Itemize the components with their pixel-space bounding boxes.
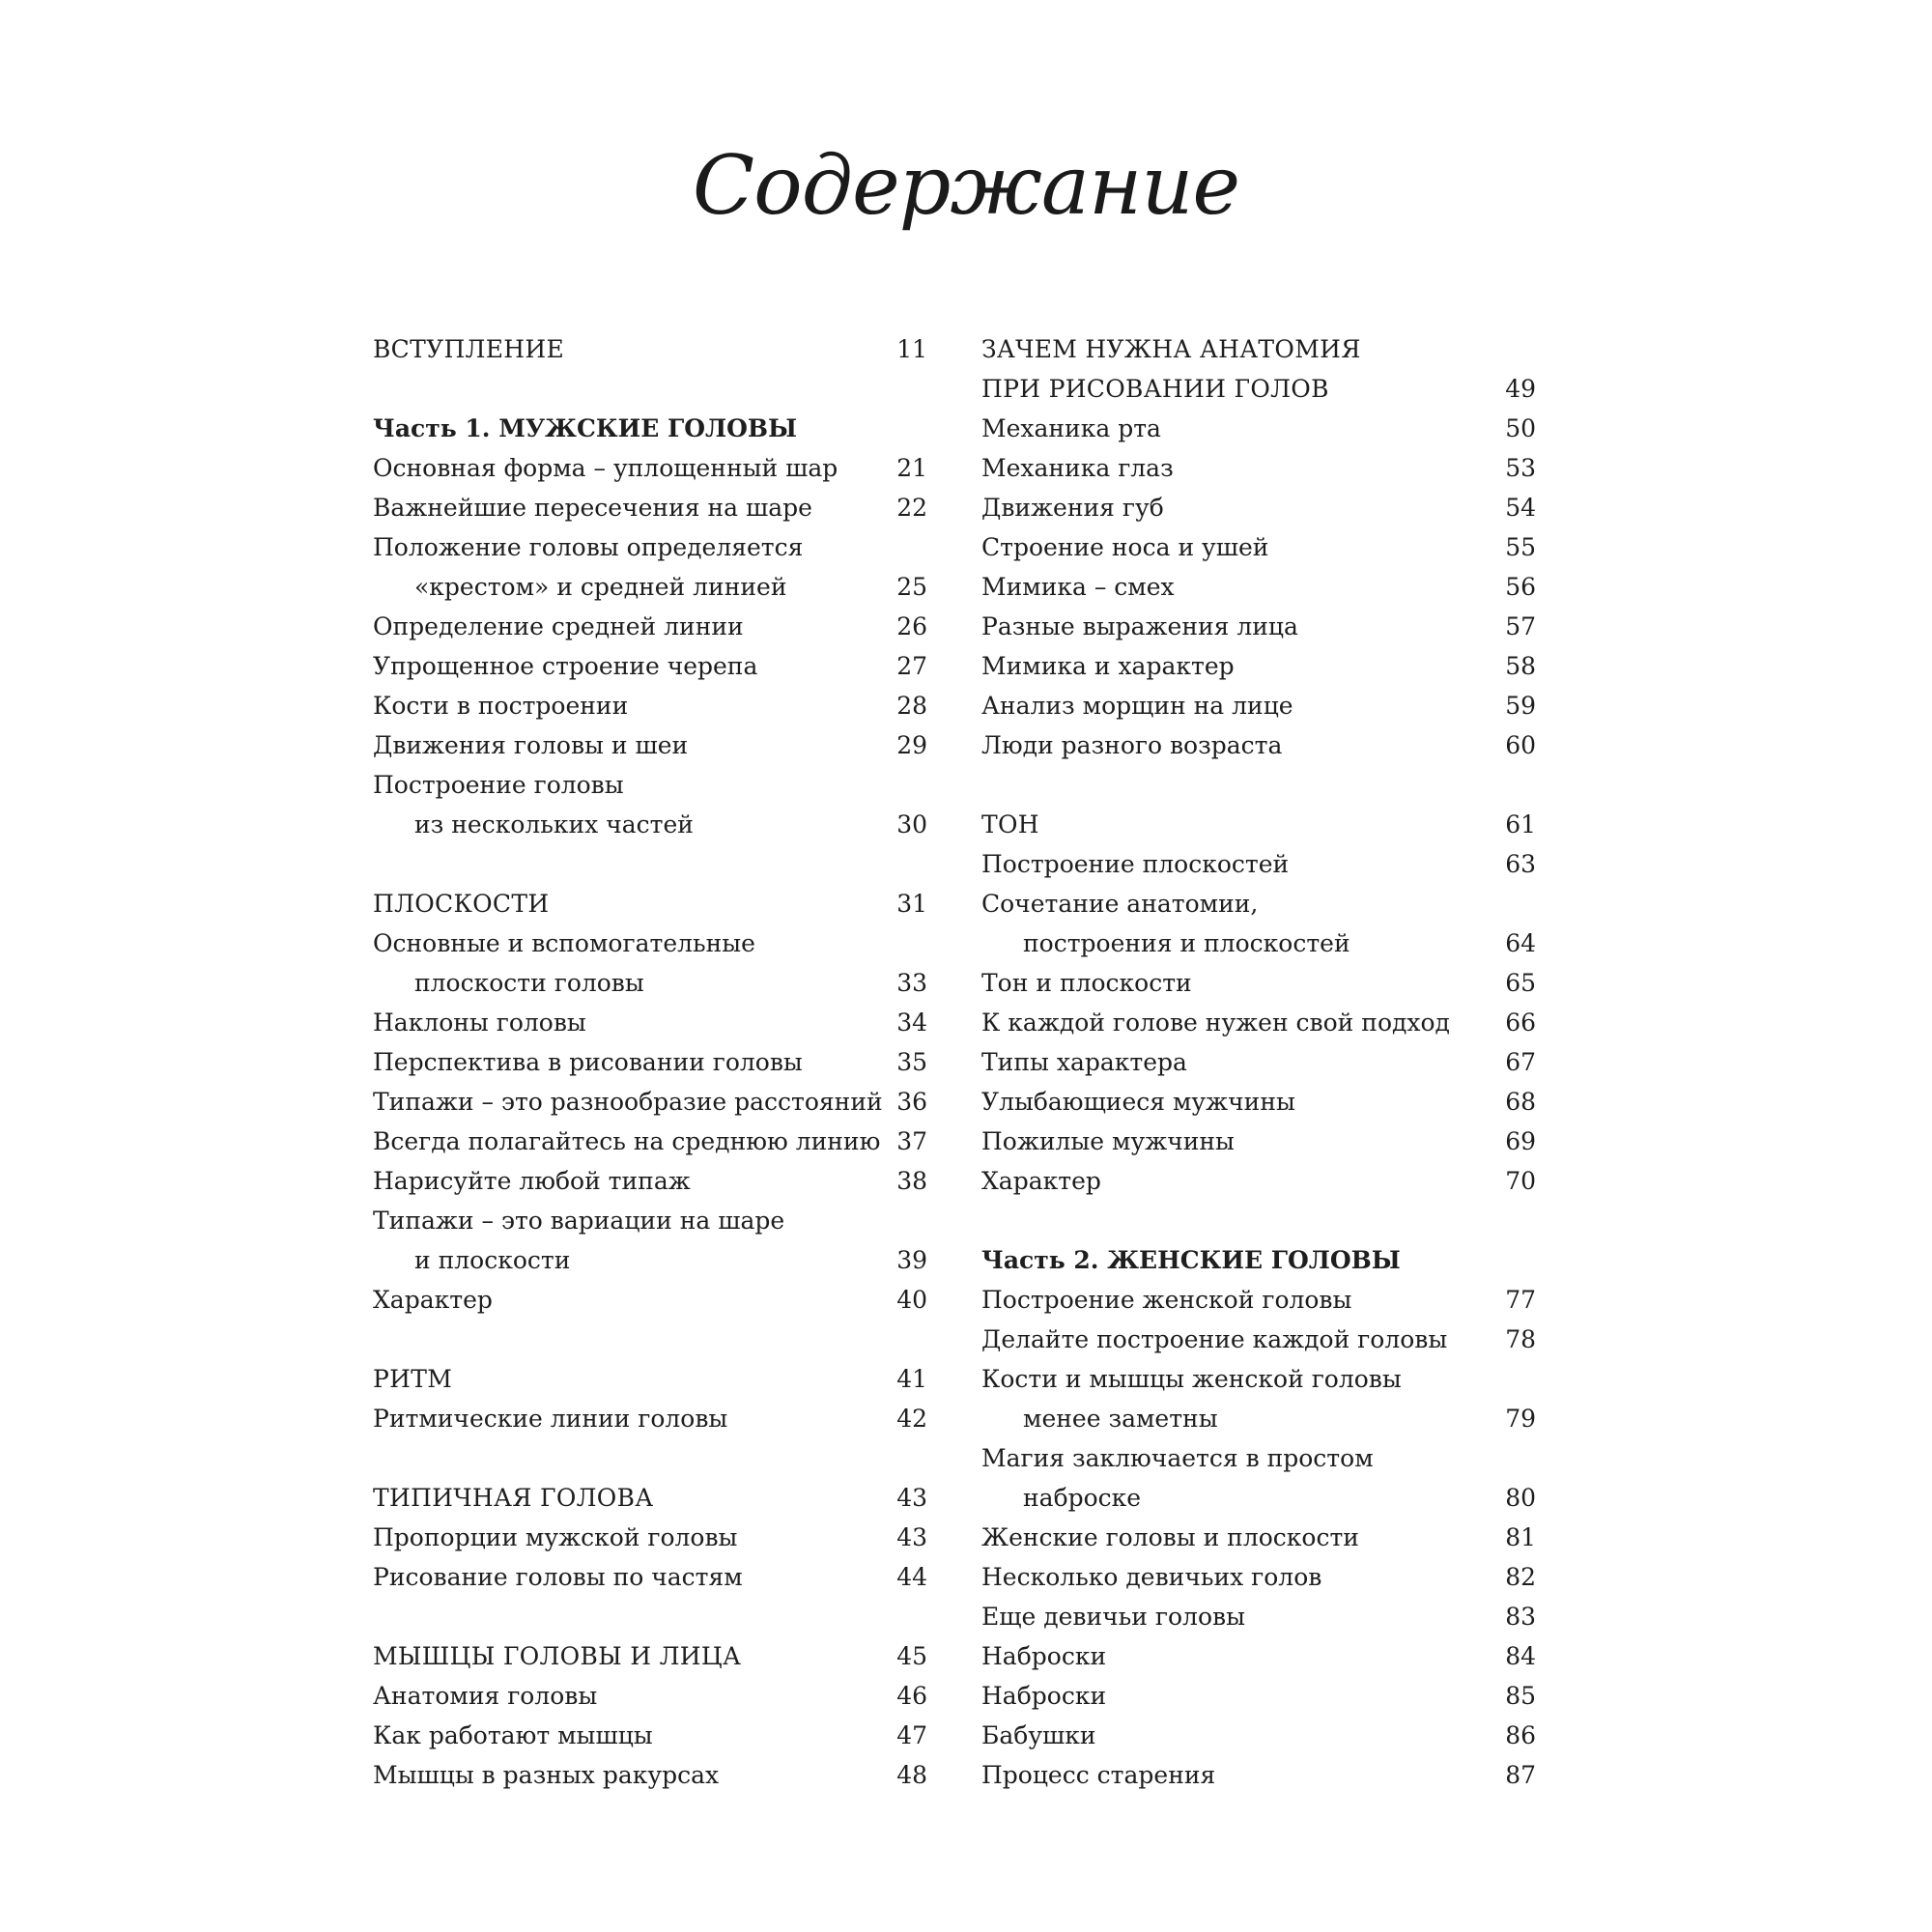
- toc-entry-title: Положение головы определяется: [373, 533, 804, 561]
- toc-entry-title: Несколько девичьих голов: [981, 1563, 1322, 1591]
- toc-entry: [373, 1003, 927, 1042]
- toc-entry-title: Улыбающиеся мужчины: [981, 1088, 1295, 1116]
- toc-entry: [373, 646, 927, 686]
- toc-page-number: 83: [1505, 1603, 1536, 1631]
- toc-page-number: 35: [896, 1048, 927, 1076]
- toc-page-number: 84: [1505, 1642, 1536, 1670]
- toc-entry: [981, 884, 1536, 923]
- toc-entry-title: Движения губ: [981, 494, 1164, 522]
- toc-page-number: 54: [1505, 494, 1536, 522]
- toc-entry-title: Основная форма – уплощенный шар: [373, 454, 838, 482]
- toc-page-number: 31: [896, 890, 927, 918]
- toc-entry-title: и плоскости: [414, 1246, 571, 1274]
- toc-entry: [373, 1280, 927, 1320]
- toc-page-number: 33: [896, 969, 927, 997]
- toc-page-number: 56: [1505, 573, 1536, 601]
- toc-entry: [373, 1122, 927, 1161]
- toc-page-number: 48: [896, 1761, 927, 1789]
- toc-entry: [981, 844, 1536, 884]
- toc-entry-title: Механика глаз: [981, 454, 1174, 482]
- toc-entry: [373, 1716, 927, 1755]
- toc-section-heading: [373, 884, 927, 923]
- toc-entry-title: Перспектива в рисовании головы: [373, 1048, 803, 1076]
- toc-page-number: 60: [1505, 731, 1536, 759]
- toc-page-number: 86: [1505, 1721, 1536, 1749]
- toc-entry-title: Мимика – смех: [981, 573, 1175, 601]
- toc-spacer: [373, 844, 927, 884]
- toc-entry-title: Характер: [981, 1167, 1101, 1195]
- toc-entry: [981, 1280, 1536, 1320]
- toc-entry: [981, 1082, 1536, 1122]
- toc-page-number: 37: [896, 1127, 927, 1155]
- toc-entry: [373, 765, 927, 805]
- toc-entry: [981, 1161, 1536, 1201]
- toc-page-number: 28: [896, 692, 927, 720]
- toc-page-number: 55: [1505, 533, 1536, 561]
- toc-entry: [373, 527, 927, 567]
- toc-page-number: 87: [1505, 1761, 1536, 1789]
- toc-entry-title: ТИПИЧНАЯ ГОЛОВА: [373, 1484, 654, 1512]
- toc-page-number: 44: [896, 1563, 927, 1591]
- toc-entry-title: К каждой голове нужен свой подход: [981, 1009, 1450, 1037]
- toc-entry-title: ТОН: [981, 810, 1039, 838]
- toc-entry: [373, 567, 927, 607]
- toc-section-heading: [373, 1478, 927, 1518]
- toc-page-number: 68: [1505, 1088, 1536, 1116]
- toc-page-number: 49: [1505, 375, 1536, 403]
- toc-entry-title: Процесс старения: [981, 1761, 1216, 1789]
- toc-spacer: [981, 765, 1536, 805]
- toc-page-number: 78: [1505, 1325, 1536, 1353]
- toc-page-number: 39: [896, 1246, 927, 1274]
- toc-entry-title: Делайте построение каждой головы: [981, 1325, 1448, 1353]
- toc-entry-title: МЫШЦЫ ГОЛОВЫ И ЛИЦА: [373, 1642, 742, 1670]
- toc-entry-title: Типажи – это вариации на шаре: [373, 1207, 785, 1235]
- toc-entry-title: Всегда полагайтесь на среднюю линию: [373, 1127, 881, 1155]
- toc-entry: [981, 1478, 1536, 1518]
- toc-entry: [373, 1240, 927, 1280]
- toc-page-number: 82: [1505, 1563, 1536, 1591]
- toc-section-heading: [981, 369, 1536, 409]
- toc-page-number: 29: [896, 731, 927, 759]
- toc-page-number: 67: [1505, 1048, 1536, 1076]
- toc-entry: [373, 448, 927, 488]
- toc-page-number: 43: [896, 1523, 927, 1551]
- toc-entry: [373, 1082, 927, 1122]
- toc-page-number: 64: [1505, 929, 1536, 957]
- toc-entry: [981, 567, 1536, 607]
- toc-page-number: 43: [896, 1484, 927, 1512]
- toc-page-number: 45: [896, 1642, 927, 1670]
- toc-entry: [981, 1716, 1536, 1755]
- toc-entry-title: Типажи – это разнообразие расстояний: [373, 1088, 883, 1116]
- toc-entry-title: Пожилые мужчины: [981, 1127, 1235, 1155]
- toc-part-heading: [373, 409, 927, 448]
- toc-entry-title: «крестом» и средней линией: [414, 573, 787, 601]
- toc-entry: [981, 527, 1536, 567]
- toc-page-number: 34: [896, 1009, 927, 1037]
- toc-entry-title: наброске: [1023, 1484, 1142, 1512]
- toc-entry-title: Мышцы в разных ракурсах: [373, 1761, 720, 1789]
- toc-entry: [373, 488, 927, 527]
- toc-entry: [981, 963, 1536, 1003]
- toc-part-heading: [981, 1240, 1536, 1280]
- toc-spacer: [981, 1201, 1536, 1240]
- toc-entry: [981, 1676, 1536, 1716]
- toc-page-number: 50: [1505, 414, 1536, 442]
- toc-page-number: 22: [896, 494, 927, 522]
- toc-page-number: 79: [1505, 1405, 1536, 1433]
- toc-page-number: 77: [1505, 1286, 1536, 1314]
- toc-entry-title: Магия заключается в простом: [981, 1444, 1374, 1472]
- toc-entry-title: Тон и плоскости: [981, 969, 1192, 997]
- toc-entry: [981, 1399, 1536, 1438]
- toc-page-number: 58: [1505, 652, 1536, 680]
- toc-section-heading: [981, 329, 1536, 369]
- toc-entry-title: Женские головы и плоскости: [981, 1523, 1359, 1551]
- toc-entry: [981, 1597, 1536, 1636]
- toc-entry-title: построения и плоскостей: [1023, 929, 1350, 957]
- toc-page-number: 70: [1505, 1167, 1536, 1195]
- toc-entry: [981, 448, 1536, 488]
- page-title: Содержание: [692, 138, 1240, 233]
- toc-page-number: 26: [896, 612, 927, 640]
- toc-page-number: 36: [896, 1088, 927, 1116]
- toc-entry: [373, 1042, 927, 1082]
- toc-entry-title: Наброски: [981, 1682, 1107, 1710]
- toc-entry-title: Кости в построении: [373, 692, 629, 720]
- toc-entry-title: Строение носа и ушей: [981, 533, 1269, 561]
- toc-entry-title: Нарисуйте любой типаж: [373, 1167, 691, 1195]
- toc-entry-title: Люди разного возраста: [981, 731, 1283, 759]
- toc-page-number: 57: [1505, 612, 1536, 640]
- toc-page-number: 85: [1505, 1682, 1536, 1710]
- toc-entry-title: Построение плоскостей: [981, 850, 1290, 878]
- toc-entry-title: Часть 1. МУЖСКИЕ ГОЛОВЫ: [373, 414, 798, 442]
- toc-entry: [981, 1438, 1536, 1478]
- toc-entry: [981, 1755, 1536, 1795]
- toc-entry: [373, 1755, 927, 1795]
- toc-entry-title: Сочетание анатомии,: [981, 890, 1259, 918]
- toc-entry-title: Наклоны головы: [373, 1009, 586, 1037]
- toc-entry: [981, 923, 1536, 963]
- toc-entry: [981, 1320, 1536, 1359]
- toc-page-number: 81: [1505, 1523, 1536, 1551]
- toc-entry: [373, 725, 927, 765]
- toc-entry: [373, 963, 927, 1003]
- toc-entry-title: плоскости головы: [414, 969, 644, 997]
- toc-entry: [981, 607, 1536, 646]
- toc-entry-title: Бабушки: [981, 1721, 1096, 1749]
- toc-entry-title: Часть 2. ЖЕНСКИЕ ГОЛОВЫ: [981, 1246, 1401, 1274]
- toc-entry: [981, 686, 1536, 725]
- toc-page-number: 25: [896, 573, 927, 601]
- toc-entry-title: РИТМ: [373, 1365, 453, 1393]
- toc-page-number: 41: [896, 1365, 927, 1393]
- toc-spacer: [373, 369, 927, 409]
- toc-entry-title: Основные и вспомогательные: [373, 929, 755, 957]
- toc-page-number: 66: [1505, 1009, 1536, 1037]
- toc-entry: [373, 1676, 927, 1716]
- toc-entry-title: Построение женской головы: [981, 1286, 1352, 1314]
- toc-entry-title: Анатомия головы: [373, 1682, 598, 1710]
- toc-entry: [373, 1201, 927, 1240]
- toc-section-heading: [373, 329, 927, 369]
- toc-page-number: 27: [896, 652, 927, 680]
- toc-entry-title: Движения головы и шеи: [373, 731, 689, 759]
- toc-entry-title: Пропорции мужской головы: [373, 1523, 738, 1551]
- toc-spacer: [373, 1320, 927, 1359]
- toc-page-number: 38: [896, 1167, 927, 1195]
- toc-entry: [373, 923, 927, 963]
- toc-entry-title: Наброски: [981, 1642, 1107, 1670]
- toc-entry: [373, 686, 927, 725]
- toc-entry-title: из нескольких частей: [414, 810, 694, 838]
- toc-entry: [373, 607, 927, 646]
- toc-spacer: [373, 1438, 927, 1478]
- toc-entry: [981, 1359, 1536, 1399]
- toc-entry: [981, 725, 1536, 765]
- toc-section-heading: [373, 1636, 927, 1676]
- toc-page-number: 69: [1505, 1127, 1536, 1155]
- toc-page-number: 59: [1505, 692, 1536, 720]
- toc-entry-title: менее заметны: [1023, 1405, 1218, 1433]
- toc-entry: [981, 1042, 1536, 1082]
- toc-entry-title: Еще девичьи головы: [981, 1603, 1245, 1631]
- toc-page-number: 47: [896, 1721, 927, 1749]
- toc-entry-title: ЗАЧЕМ НУЖНА АНАТОМИЯ: [981, 335, 1361, 363]
- toc-entry: [373, 1161, 927, 1201]
- toc-spacer: [373, 1597, 927, 1636]
- toc-page-number: 53: [1505, 454, 1536, 482]
- toc-right-column: [981, 329, 1536, 1795]
- toc-entry: [981, 409, 1536, 448]
- toc-entry: [373, 1518, 927, 1557]
- toc-page-number: 46: [896, 1682, 927, 1710]
- toc-entry-title: Рисование головы по частям: [373, 1563, 743, 1591]
- toc-page-number: 42: [896, 1405, 927, 1433]
- toc-page-number: 11: [896, 335, 927, 363]
- toc-entry-title: Характер: [373, 1286, 493, 1314]
- toc-entry-title: Построение головы: [373, 771, 624, 799]
- toc-entry-title: Как работают мышцы: [373, 1721, 653, 1749]
- toc-entry: [981, 1518, 1536, 1557]
- toc-section-heading: [373, 1359, 927, 1399]
- toc-entry-title: Механика рта: [981, 414, 1161, 442]
- toc-entry-title: ПРИ РИСОВАНИИ ГОЛОВ: [981, 375, 1329, 403]
- toc-page-number: 63: [1505, 850, 1536, 878]
- toc-page-number: 21: [896, 454, 927, 482]
- toc-page-number: 65: [1505, 969, 1536, 997]
- toc-entry: [373, 1399, 927, 1438]
- toc-page-number: 40: [896, 1286, 927, 1314]
- toc-entry-title: Разные выражения лица: [981, 612, 1298, 640]
- toc-entry-title: Анализ морщин на лице: [981, 692, 1293, 720]
- toc-entry-title: Типы характера: [981, 1048, 1187, 1076]
- toc-page-number: 61: [1505, 810, 1536, 838]
- toc-entry: [981, 1122, 1536, 1161]
- toc-entry: [981, 488, 1536, 527]
- toc-entry-title: Мимика и характер: [981, 652, 1235, 680]
- toc-entry-title: Упрощенное строение черепа: [373, 652, 758, 680]
- toc-entry-title: Ритмические линии головы: [373, 1405, 728, 1433]
- toc-entry-title: Важнейшие пересечения на шаре: [373, 494, 812, 522]
- toc-section-heading: [981, 805, 1536, 844]
- toc-page-number: 30: [896, 810, 927, 838]
- toc-entry-title: Определение средней линии: [373, 612, 744, 640]
- toc-entry-title: ПЛОСКОСТИ: [373, 890, 550, 918]
- toc-entry: [981, 1636, 1536, 1676]
- toc-entry: [981, 646, 1536, 686]
- toc-entry: [981, 1003, 1536, 1042]
- toc-entry-title: ВСТУПЛЕНИЕ: [373, 335, 565, 363]
- toc-page-number: 80: [1505, 1484, 1536, 1512]
- toc-entry: [373, 805, 927, 844]
- toc-entry: [981, 1557, 1536, 1597]
- toc-entry: [373, 1557, 927, 1597]
- toc-left-column: [373, 329, 927, 1795]
- toc-entry-title: Кости и мышцы женской головы: [981, 1365, 1402, 1393]
